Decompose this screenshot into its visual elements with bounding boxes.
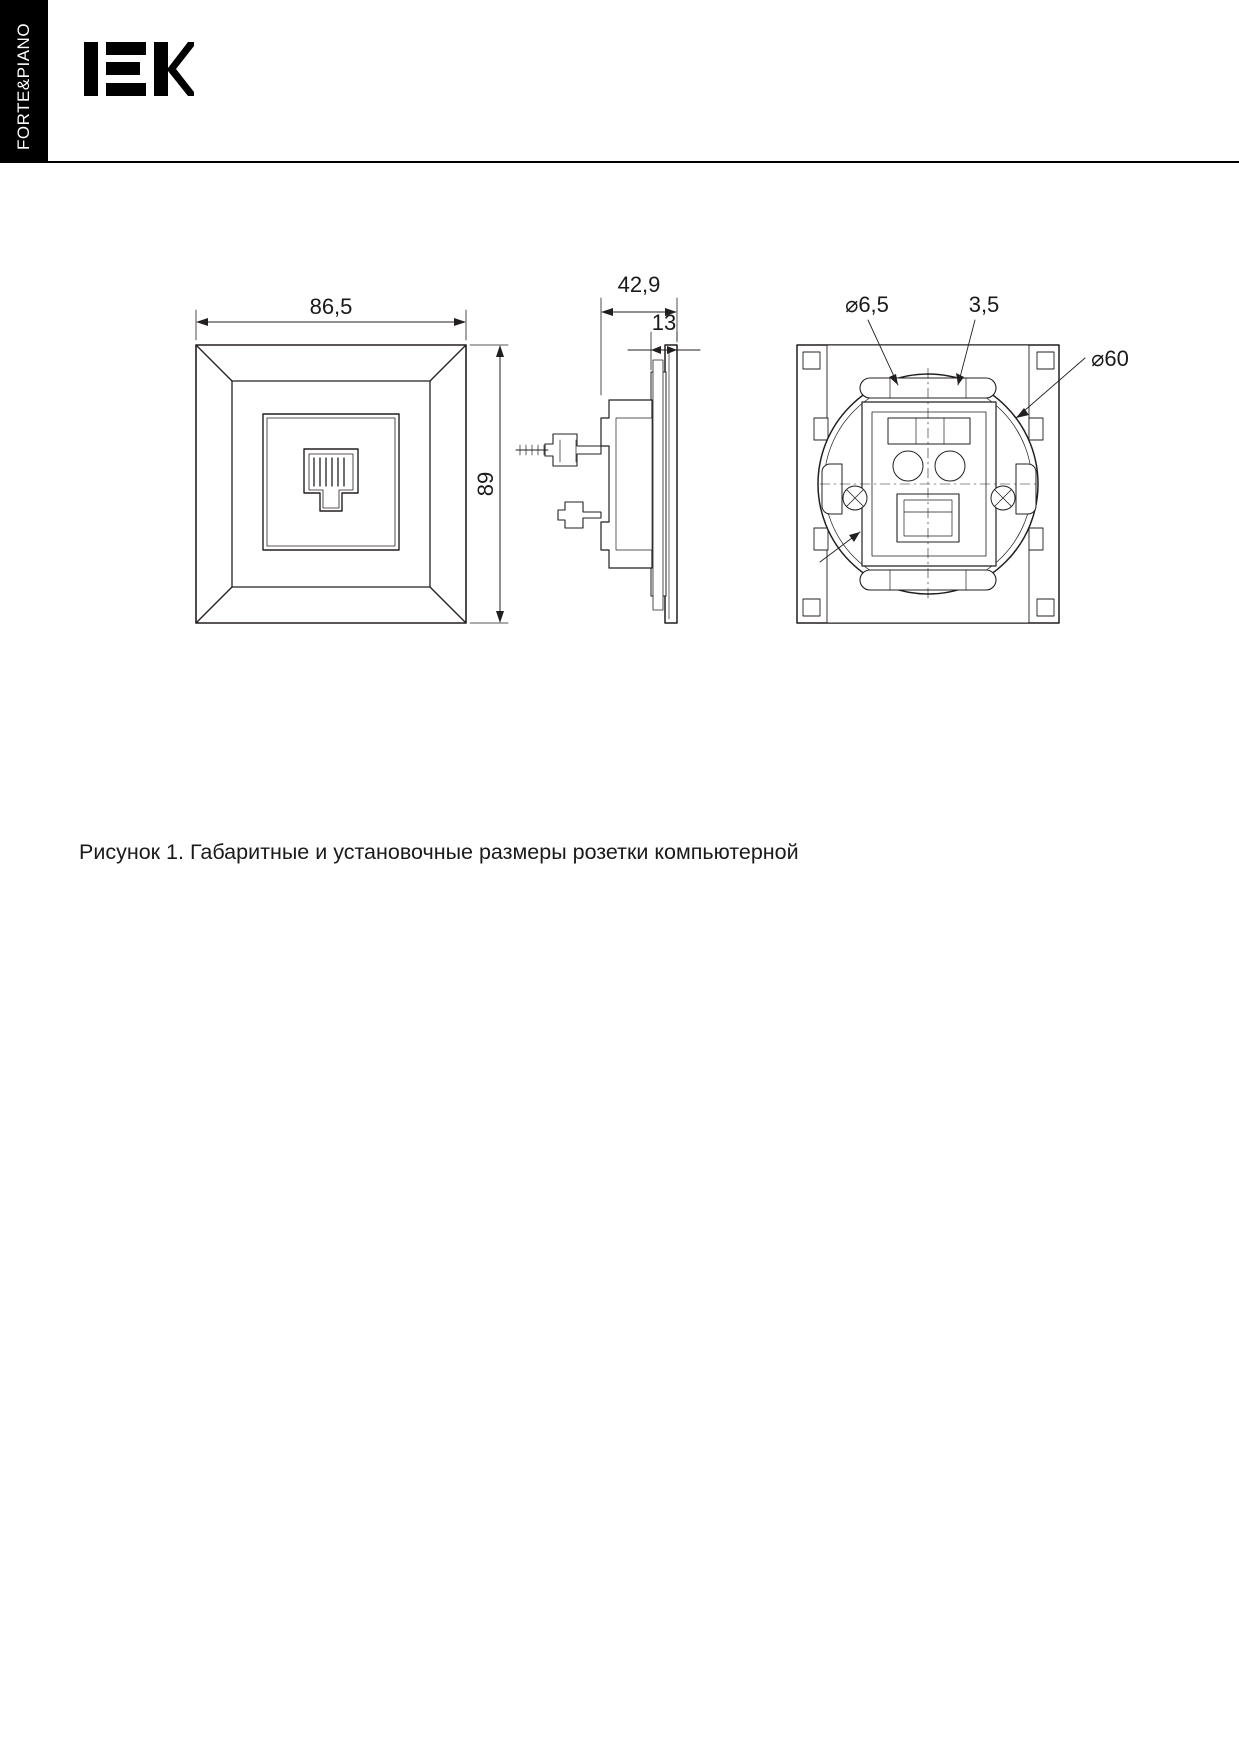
technical-drawing <box>0 250 1239 670</box>
dim-label-front-width: 86,5 <box>309 294 353 319</box>
rear-view-geometry <box>797 345 1059 623</box>
figure-caption: Рисунок 1. Габаритные и установочные размеры розетки компьютерной <box>79 840 799 864</box>
header-divider <box>0 161 1239 163</box>
side-view-geometry <box>516 345 677 623</box>
dim-label-box-diameter: ⌀60 <box>1091 346 1129 371</box>
page-header <box>0 0 1239 163</box>
dimension-side-thickness <box>628 332 700 370</box>
dim-label-side-thickness: 13 <box>651 310 677 335</box>
brand-sidebar <box>0 0 48 163</box>
dim-label-plate-thickness: 3,5 <box>968 292 1000 317</box>
brand-sidebar-label: FORTE&PIANO <box>14 22 33 150</box>
dim-label-front-height: 89 <box>473 471 498 497</box>
dim-label-side-depth: 42,9 <box>617 272 661 297</box>
front-view-geometry <box>196 345 466 623</box>
iek-logo <box>84 38 194 100</box>
dim-label-hole-diameter: ⌀6,5 <box>845 292 889 317</box>
